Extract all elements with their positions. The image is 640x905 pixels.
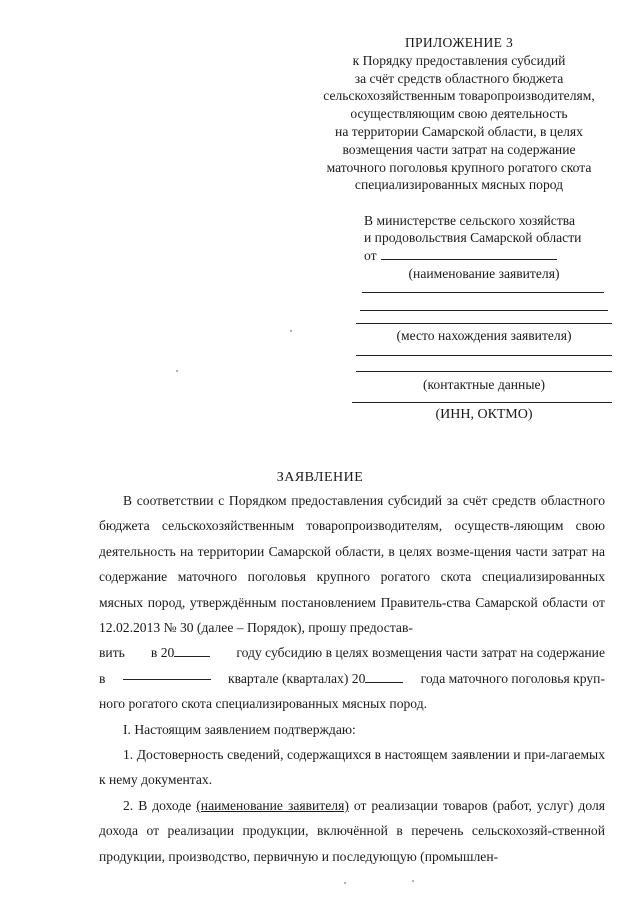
appendix-line: маточного поголовья крупного рогатого скота bbox=[326, 159, 592, 175]
statement-line bbox=[99, 666, 605, 691]
scan-speck bbox=[344, 882, 346, 884]
statement-text: в bbox=[99, 670, 106, 686]
scan-speck bbox=[176, 370, 178, 372]
addressee-block bbox=[356, 212, 612, 423]
addressee-line: и продовольствия Самарской области bbox=[364, 230, 582, 245]
statement-body bbox=[99, 488, 605, 869]
statement-line: ного рогатого скота специализированных мясных пород. bbox=[99, 696, 428, 712]
statement-heading: ЗАЯВЛЕНИЕ bbox=[276, 470, 364, 485]
appendix-block bbox=[300, 34, 618, 194]
statement-item: 1. Достоверность сведений, содержащихся в настоящем заявлении и при-лагаемых к нему документах. bbox=[99, 747, 605, 788]
quarter-field[interactable] bbox=[123, 666, 211, 680]
appendix-line: на территории Самарской области, в целях bbox=[335, 123, 583, 139]
caption-applicant-name: (наименование заявителя) bbox=[408, 266, 560, 281]
statement-text: года маточного поголовья круп- bbox=[420, 670, 605, 686]
location-field[interactable] bbox=[362, 292, 604, 293]
appendix-line: к Порядку предоставления субсидий bbox=[352, 52, 566, 68]
statement-text: вить bbox=[99, 645, 125, 661]
statement-text: в 20 bbox=[150, 645, 175, 661]
caption-contacts: (контактные данные) bbox=[422, 377, 546, 392]
section-heading: I. Настоящим заявлением подтверждаю: bbox=[123, 721, 356, 737]
contacts-field[interactable] bbox=[356, 371, 612, 372]
year-field[interactable] bbox=[365, 669, 403, 683]
statement-text: году субсидию в целях возмещения части затрат на содержание bbox=[236, 645, 605, 661]
addressee-line: В министерстве сельского хозяйства bbox=[364, 213, 576, 228]
statement-line bbox=[99, 640, 605, 665]
caption-location: (место нахождения заявителя) bbox=[396, 328, 572, 343]
caption-inn: (ИНН, ОКТМО) bbox=[435, 407, 533, 422]
inn-field[interactable] bbox=[352, 402, 612, 403]
from-label: от bbox=[364, 248, 377, 263]
year-field[interactable] bbox=[174, 643, 210, 657]
appendix-line: за счёт средств областного бюджета bbox=[354, 70, 564, 86]
statement-text: 2. В доходе bbox=[123, 797, 197, 813]
statement-paragraph: В соответствии с Порядком предоставления субсидий за счёт средств областного бюджета сельскохозяйственным товаропроизводителям, осуществ-ляющим свою деятельность на территории Самарской области, в целях возме-щения части затрат на содержание маточного поголовья крупного рогатого скота специализированных мясных пород, утверждённым постановлением Правитель-ства Самарской области от 12.02.2013 № 30 (далее – Порядок), прошу предостав- bbox=[99, 493, 605, 636]
appendix-title: ПРИЛОЖЕНИЕ 3 bbox=[404, 35, 514, 50]
location-field[interactable] bbox=[356, 323, 612, 324]
contacts-field[interactable] bbox=[356, 355, 612, 356]
appendix-line: сельскохозяйственным товаропроизводителям, bbox=[323, 88, 595, 104]
location-field[interactable] bbox=[360, 310, 608, 311]
applicant-name-field[interactable] bbox=[381, 247, 557, 260]
statement-text: от реализации товаров (работ, услуг) доля дохода от реализации продукции, включённой в перечень сельскохозяй-ственной продукции, производство, первичную и последующую (промышлен- bbox=[99, 797, 605, 864]
statement-text: квартале (кварталах) 20 bbox=[227, 670, 366, 686]
scan-speck bbox=[412, 880, 414, 882]
scan-speck bbox=[290, 330, 292, 332]
appendix-line: осуществляющим свою деятельность bbox=[350, 106, 568, 122]
from-row bbox=[356, 247, 612, 264]
applicant-name-placeholder: (наименование заявителя) bbox=[196, 797, 349, 813]
appendix-line: специализированных мясных пород bbox=[354, 177, 564, 193]
appendix-line: возмещения части затрат на содержание bbox=[342, 141, 576, 157]
statement-item bbox=[99, 793, 605, 869]
